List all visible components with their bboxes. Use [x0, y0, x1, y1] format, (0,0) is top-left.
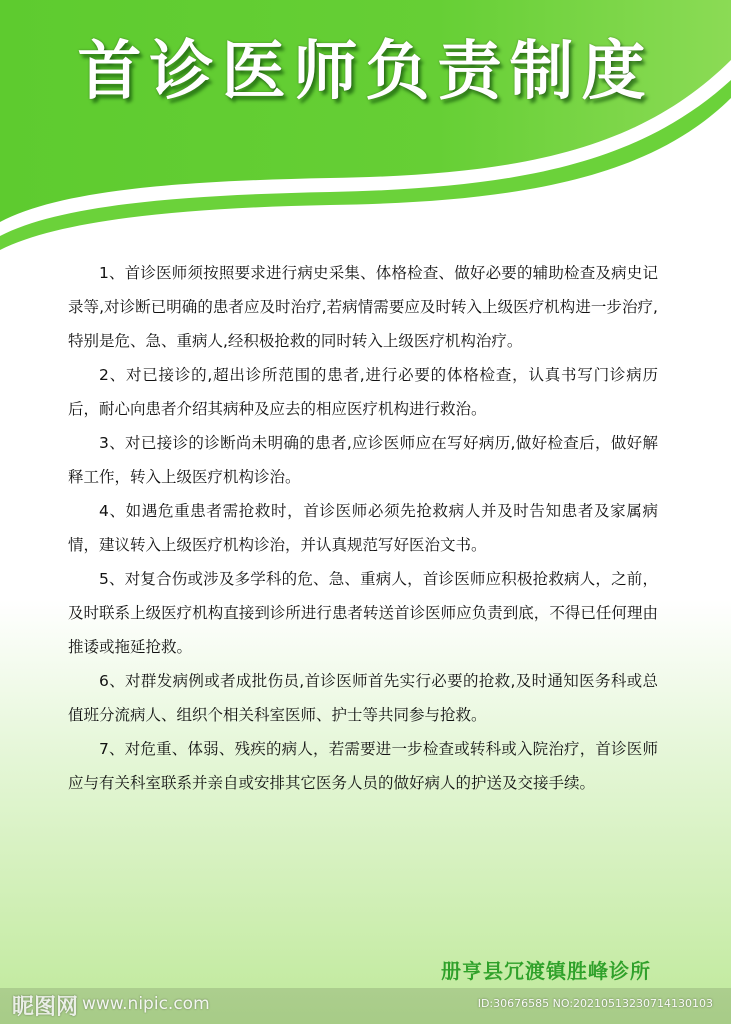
- watermark-logo: 昵图网: [12, 995, 79, 1020]
- regulation-item-2: 2、对已接诊的,超出诊所范围的患者,进行必要的体格检查，认真书写门诊病历后，耐心向患者介绍其病种及应去的相应医疗机构进行救治。: [68, 366, 658, 418]
- image-id-label: ID:30676585 NO:20210513230714130103: [477, 997, 713, 1010]
- regulation-item-4: 4、如遇危重患者需抢救时，首诊医师必须先抢救病人并及时告知患者及家属病情，建议转入上级医疗机构诊治，并认真规范写好医治文书。: [68, 502, 658, 554]
- regulation-item-3: 3、对已接诊的诊断尚未明确的患者,应诊医师应在写好病历,做好检查后，做好解释工作，转入上级医疗机构诊治。: [68, 434, 658, 486]
- page-title: 首诊医师负责制度: [77, 35, 654, 109]
- regulation-body: [68, 256, 658, 800]
- regulation-item-5: 5、对复合伤或涉及多学科的危、急、重病人，首诊医师应积极抢救病人，之前，及时联系上级医疗机构直接到诊所进行患者转送首诊医师应负责到底，不得已任何理由推诿或拖延抢救。: [68, 570, 658, 656]
- clinic-name: 册亨县冗渡镇胜峰诊所: [441, 959, 651, 983]
- regulation-item-6: 6、对群发病例或者成批伤员,首诊医师首先实行必要的抢救,及时通知医务科或总值班分流病人、组织个相关科室医师、护士等共同参与抢救。: [68, 672, 658, 724]
- regulation-item-7: 7、对危重、体弱、残疾的病人，若需要进一步检查或转科或入院治疗，首诊医师应与有关科室联系并亲自或安排其它医务人员的做好病人的护送及交接手续。: [68, 740, 658, 792]
- watermark-url[interactable]: www.nipic.com: [82, 994, 210, 1014]
- regulation-item-1: 1、首诊医师须按照要求进行病史采集、体格检查、做好必要的辅助检查及病史记录等,对诊断已明确的患者应及时治疗,若病情需要应及时转入上级医疗机构进一步治疗,特别是危、急、重病人,经积极抢救的同时转入上级医疗机构治疗。: [68, 264, 658, 350]
